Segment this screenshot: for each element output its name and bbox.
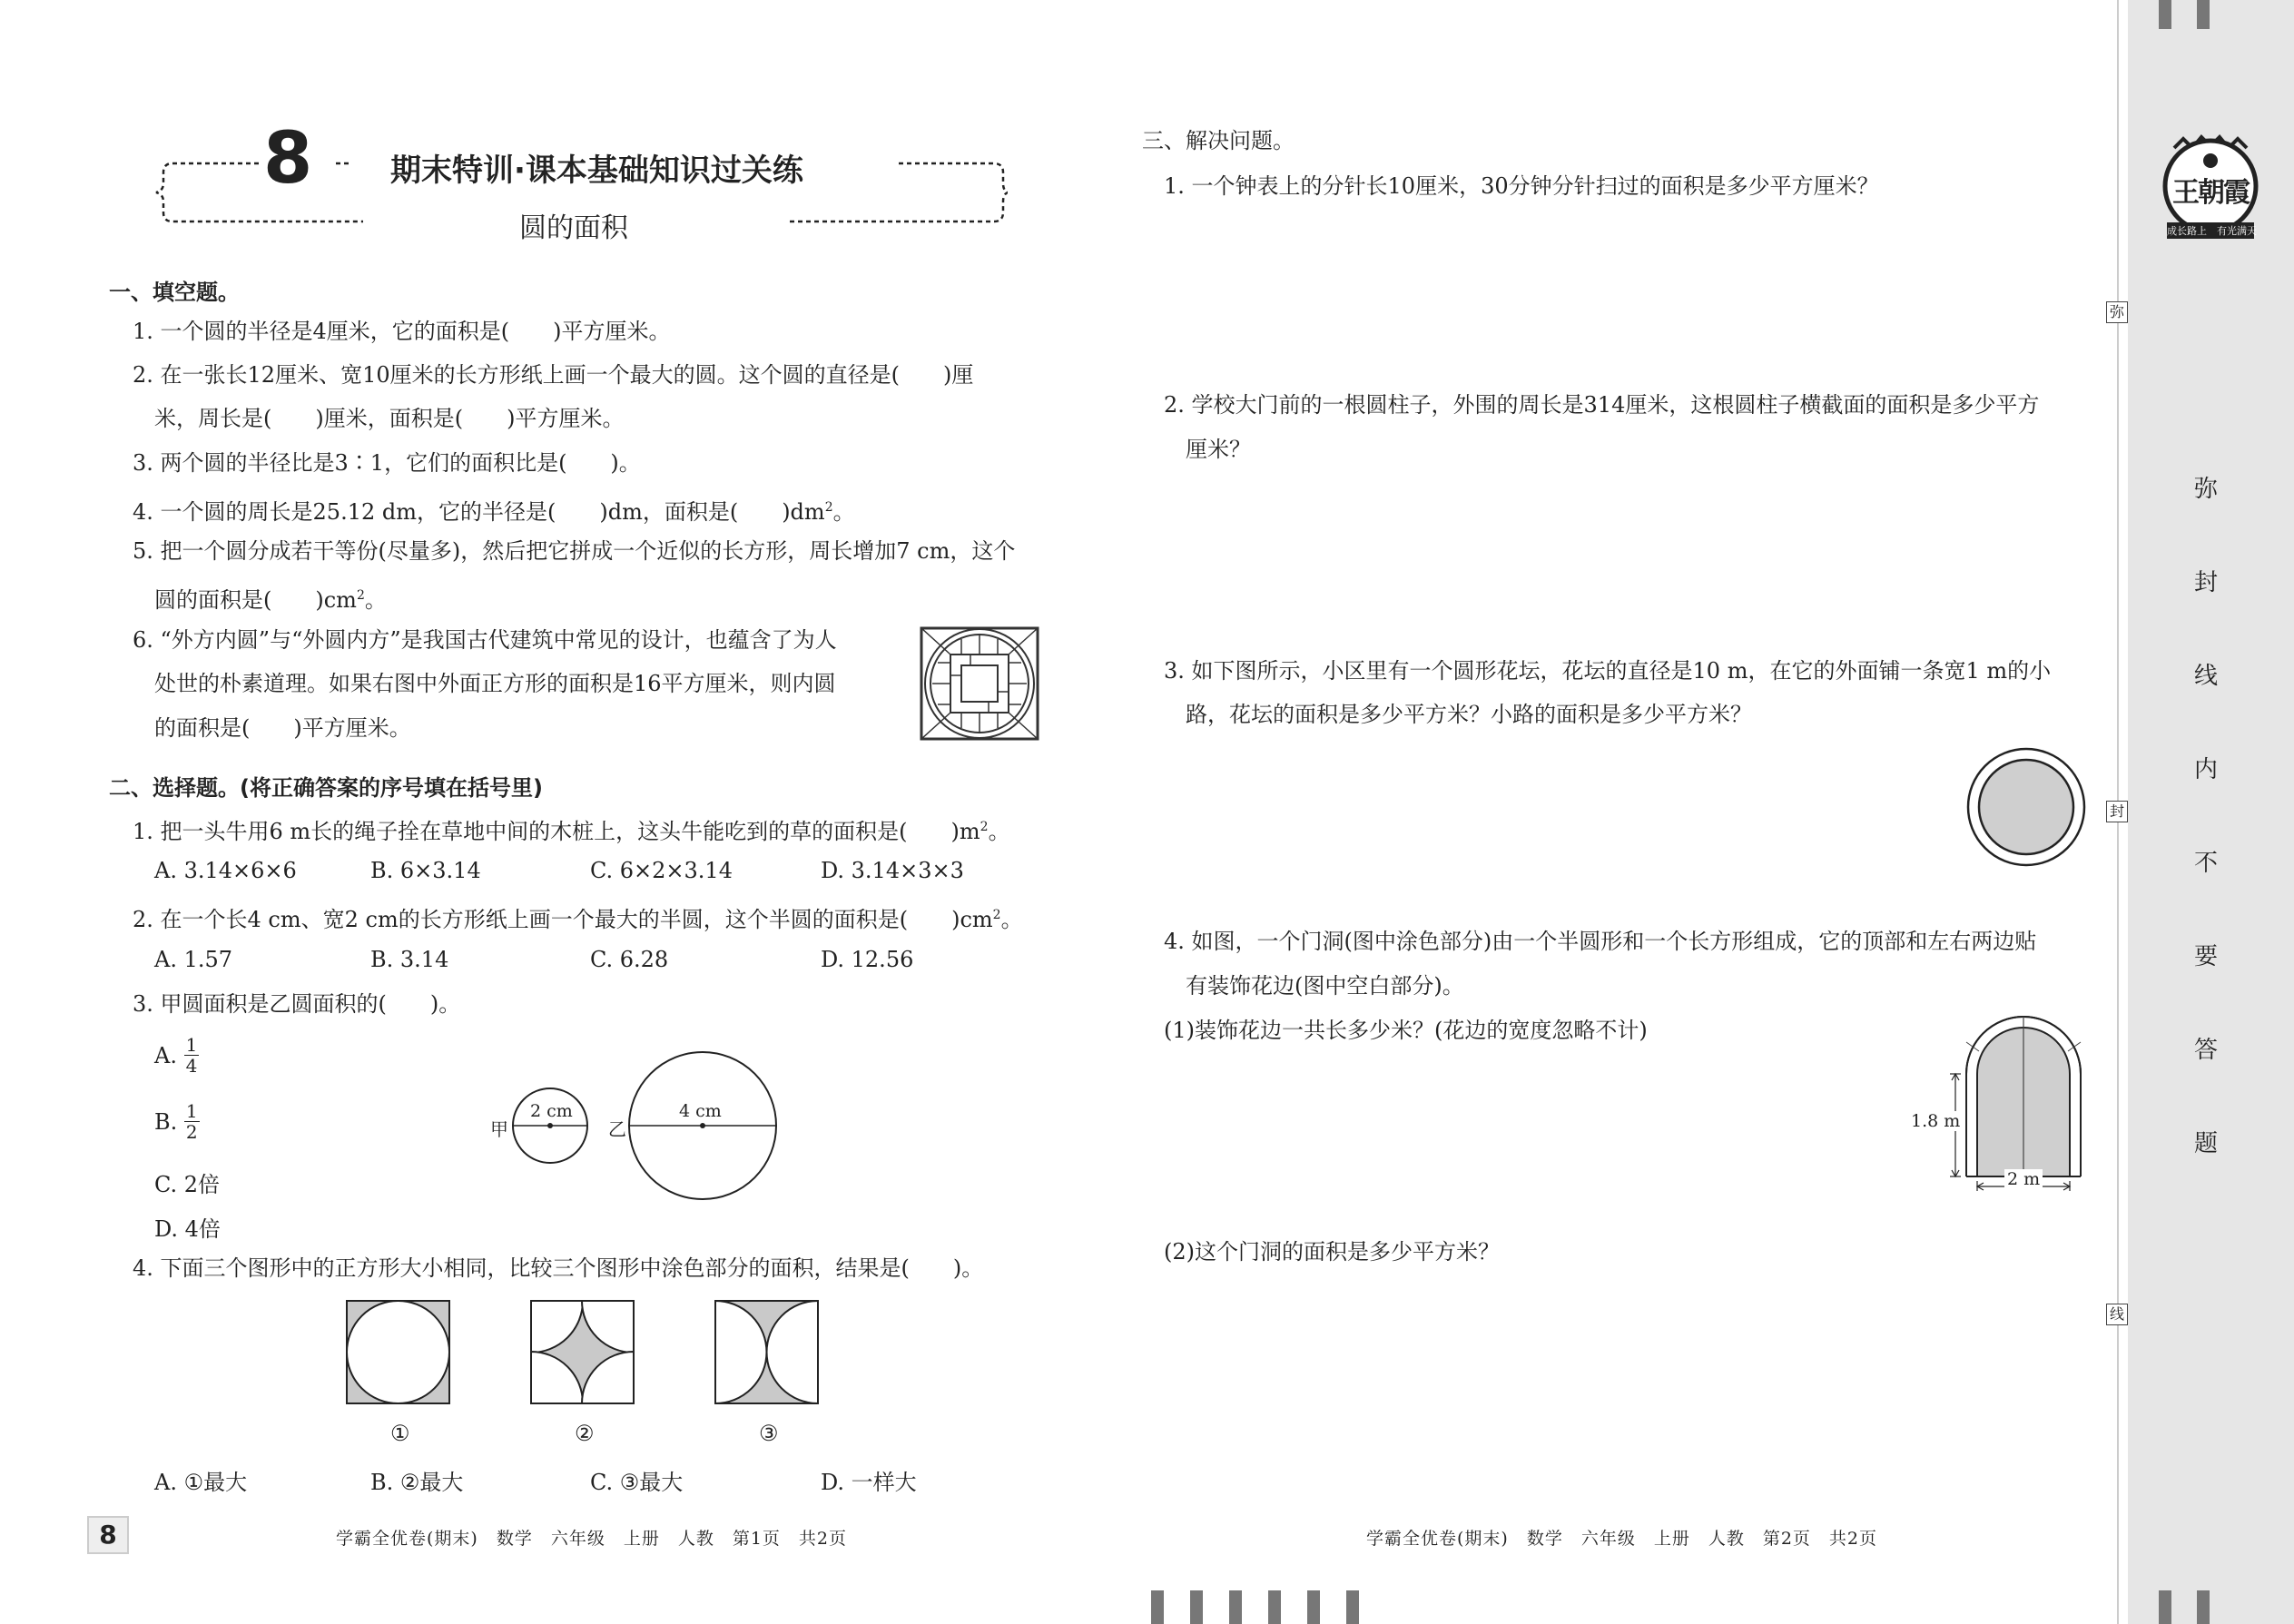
s2-q3-option-b-den: 2 (185, 1121, 198, 1143)
s1-q6-line2: 处世的朴素道理。如果右图中外面正方形的面积是16平方厘米，则内圆 (154, 671, 836, 696)
s2-q1-text: 1. 把一头牛用6 m长的绳子拴在草地中间的木桩上，这头牛能吃到的草的面积是( )m (133, 819, 980, 844)
s3-q3-line1: 3. 如下图所示，小区里有一个圆形花坛，花坛的直径是10 m，在它的外面铺一条宽1 m的小 (1164, 658, 2052, 684)
gutter-char-3: 线 (2193, 663, 2218, 690)
circle-jia-diameter: 2 cm (530, 1101, 573, 1121)
s2-q2-sup: 2 (992, 908, 1001, 922)
s2-q1-sup: 2 (980, 820, 989, 834)
s2-q1-end: 。 (988, 819, 1010, 844)
s1-q5-text: 圆的面积是( )cm (154, 587, 357, 613)
brand-logo-name: 王朝霞 (2172, 177, 2249, 209)
s2-q4: 4. 下面三个图形中的正方形大小相同，比较三个图形中涂色部分的面积，结果是( )。 (133, 1255, 984, 1281)
bottom-gutter-mark-2 (2197, 1590, 2210, 1624)
bottom-mark-2 (1190, 1590, 1203, 1624)
s2-q3-option-b-fraction (184, 1101, 200, 1142)
seal-box-2: 封 (2106, 801, 2128, 822)
s2-q4-option-d[interactable]: D. 一样大 (821, 1470, 917, 1495)
s3-q3-line2: 路，花坛的面积是多少平方米？小路的面积是多少平方米？ (1186, 702, 1752, 727)
s2-q2 (133, 901, 1023, 933)
lattice-window-figure (920, 626, 1039, 744)
bottom-mark-5 (1307, 1590, 1320, 1624)
s1-q1: 1. 一个圆的半径是4厘米，它的面积是( )平方厘米。 (133, 319, 671, 344)
s2-q1 (133, 813, 1010, 845)
s2-q3-option-b-num: 1 (185, 1100, 198, 1122)
s2-q3-option-a-fraction (184, 1035, 200, 1076)
square-figure-3 (714, 1300, 819, 1408)
s2-q1-option-c[interactable]: C. 6×2×3.14 (590, 858, 733, 883)
s2-q3-option-b-label: B. (154, 1108, 178, 1135)
header-number: 8 (263, 118, 313, 200)
circle-yi-label: 乙 (608, 1118, 626, 1140)
top-mark-2 (2197, 0, 2210, 29)
door-figure (1906, 1006, 2088, 1200)
s1-q4-end: 。 (832, 499, 855, 525)
s2-q4-option-a[interactable]: A. ①最大 (154, 1470, 248, 1495)
s2-q3-option-d[interactable]: D. 4倍 (154, 1216, 221, 1242)
square-figure-1 (346, 1300, 450, 1408)
circles-figure (481, 1044, 790, 1207)
s1-q5-sup: 2 (356, 588, 365, 603)
s2-q4-option-c[interactable]: C. ③最大 (590, 1470, 684, 1495)
s3-q1: 1. 一个钟表上的分针长10厘米，30分钟分针扫过的面积是多少平方厘米？ (1164, 173, 1879, 199)
s3-q4-part2: (2)这个门洞的面积是多少平方米？ (1164, 1239, 1500, 1265)
s1-q4-sup: 2 (824, 500, 833, 515)
top-mark-1 (2159, 0, 2171, 29)
footer-right: 学霸全优卷(期末) 数学 六年级 上册 人教 第2页 共2页 (1366, 1529, 1878, 1549)
s2-q3-option-a-label: A. (154, 1042, 177, 1068)
header-subtitle: 圆的面积 (519, 212, 628, 244)
s1-q2-line2: 米，周长是( )厘米，面积是( )平方厘米。 (154, 406, 625, 431)
s3-q2-line1: 2. 学校大门前的一根圆柱子，外围的周长是314厘米，这根圆柱子横截面的面积是多少平方 (1164, 392, 2040, 418)
bottom-mark-6 (1346, 1590, 1359, 1624)
s1-q6-line3: 的面积是( )平方厘米。 (154, 715, 411, 741)
brand-logo (2156, 132, 2265, 245)
header-title: 期末特训·课本基础知识过关练 (390, 153, 803, 189)
circle-jia-label: 甲 (490, 1118, 508, 1140)
flower-bed-figure (1966, 747, 2086, 871)
s2-q2-option-a[interactable]: A. 1.57 (154, 947, 233, 972)
s1-q4 (133, 494, 855, 526)
s2-q2-end: 。 (1000, 907, 1023, 932)
s2-q1-option-b[interactable]: B. 6×3.14 (370, 858, 481, 883)
s3-q4-part1: (1)装饰花边一共长多少米？(花边的宽度忽略不计) (1164, 1018, 1648, 1043)
s1-q5-line1: 5. 把一个圆分成若干等份(尽量多)，然后把它拼成一个近似的长方形，周长增加7 cm，这个 (133, 538, 1016, 564)
s2-q1-option-a[interactable]: A. 3.14×6×6 (154, 858, 297, 883)
s2-q3-option-a[interactable] (154, 1035, 199, 1076)
s2-q3-option-b[interactable] (154, 1101, 200, 1142)
s3-q4-line2: 有装饰花边(图中空白部分)。 (1186, 973, 1464, 999)
door-width-label: 2 m (2004, 1169, 2043, 1189)
gutter-char-1: 弥 (2193, 476, 2218, 503)
gutter-char-6: 要 (2193, 943, 2218, 970)
s2-q4-option-b[interactable]: B. ②最大 (370, 1470, 464, 1495)
s2-q1-option-d[interactable]: D. 3.14×3×3 (821, 858, 964, 883)
gutter-char-8: 题 (2193, 1130, 2218, 1157)
s1-q5-end: 。 (364, 587, 387, 613)
s2-q3-option-a-num: 1 (185, 1034, 198, 1056)
figure-label-2: ② (575, 1421, 595, 1446)
s2-q2-option-b[interactable]: B. 3.14 (370, 947, 449, 972)
bottom-mark-4 (1268, 1590, 1281, 1624)
s2-q2-option-c[interactable]: C. 6.28 (590, 947, 669, 972)
gutter-char-2: 封 (2193, 569, 2218, 596)
seal-box-1: 弥 (2106, 301, 2128, 323)
section2-title: 二、选择题。(将正确答案的序号填在括号里) (109, 775, 543, 801)
figure-label-3: ③ (759, 1421, 779, 1446)
s1-q4-text: 4. 一个圆的周长是25.12 dm，它的半径是( )dm，面积是( )dm (133, 499, 825, 525)
s2-q3: 3. 甲圆面积是乙圆面积的( )。 (133, 991, 461, 1017)
s1-q2-line1: 2. 在一张长12厘米、宽10厘米的长方形纸上画一个最大的圆。这个圆的直径是( )厘 (133, 362, 974, 388)
section1-title: 一、填空题。 (109, 280, 240, 305)
s2-q2-option-d[interactable]: D. 12.56 (821, 947, 914, 972)
s1-q3: 3. 两个圆的半径比是3∶1，它们的面积比是( )。 (133, 450, 641, 476)
page-number-badge: 8 (87, 1516, 129, 1554)
brand-logo-slogan: 成长路上 有光满天 (2167, 225, 2257, 237)
s1-q5-line2 (154, 582, 387, 614)
figure-label-1: ① (390, 1421, 410, 1446)
gutter-char-7: 答 (2193, 1037, 2218, 1064)
seal-box-3: 线 (2106, 1304, 2128, 1325)
footer-left: 学霸全优卷(期末) 数学 六年级 上册 人教 第1页 共2页 (336, 1529, 848, 1549)
bottom-mark-1 (1151, 1590, 1164, 1624)
s1-q6-line1: 6. “外方内圆”与“外圆内方”是我国古代建筑中常见的设计，也蕴含了为人 (133, 627, 837, 653)
gutter-char-5: 不 (2193, 850, 2218, 877)
bottom-gutter-mark-1 (2159, 1590, 2171, 1624)
section3-title: 三、解决问题。 (1142, 128, 1295, 153)
s2-q2-text: 2. 在一个长4 cm、宽2 cm的长方形纸上画一个最大的半圆，这个半圆的面积是( )cm (133, 907, 993, 932)
door-height-label: 1.8 m (1911, 1111, 1961, 1131)
circle-yi-diameter: 4 cm (679, 1101, 722, 1121)
gutter-char-4: 内 (2193, 756, 2218, 783)
square-figure-2 (530, 1300, 635, 1408)
s2-q3-option-c[interactable]: C. 2倍 (154, 1172, 221, 1197)
bottom-mark-3 (1229, 1590, 1242, 1624)
s2-q3-option-a-den: 4 (185, 1055, 198, 1077)
s3-q4-line1: 4. 如图，一个门洞(图中涂色部分)由一个半圆形和一个长方形组成，它的顶部和左右两边贴 (1164, 929, 2037, 954)
s3-q2-line2: 厘米？ (1186, 437, 1251, 462)
